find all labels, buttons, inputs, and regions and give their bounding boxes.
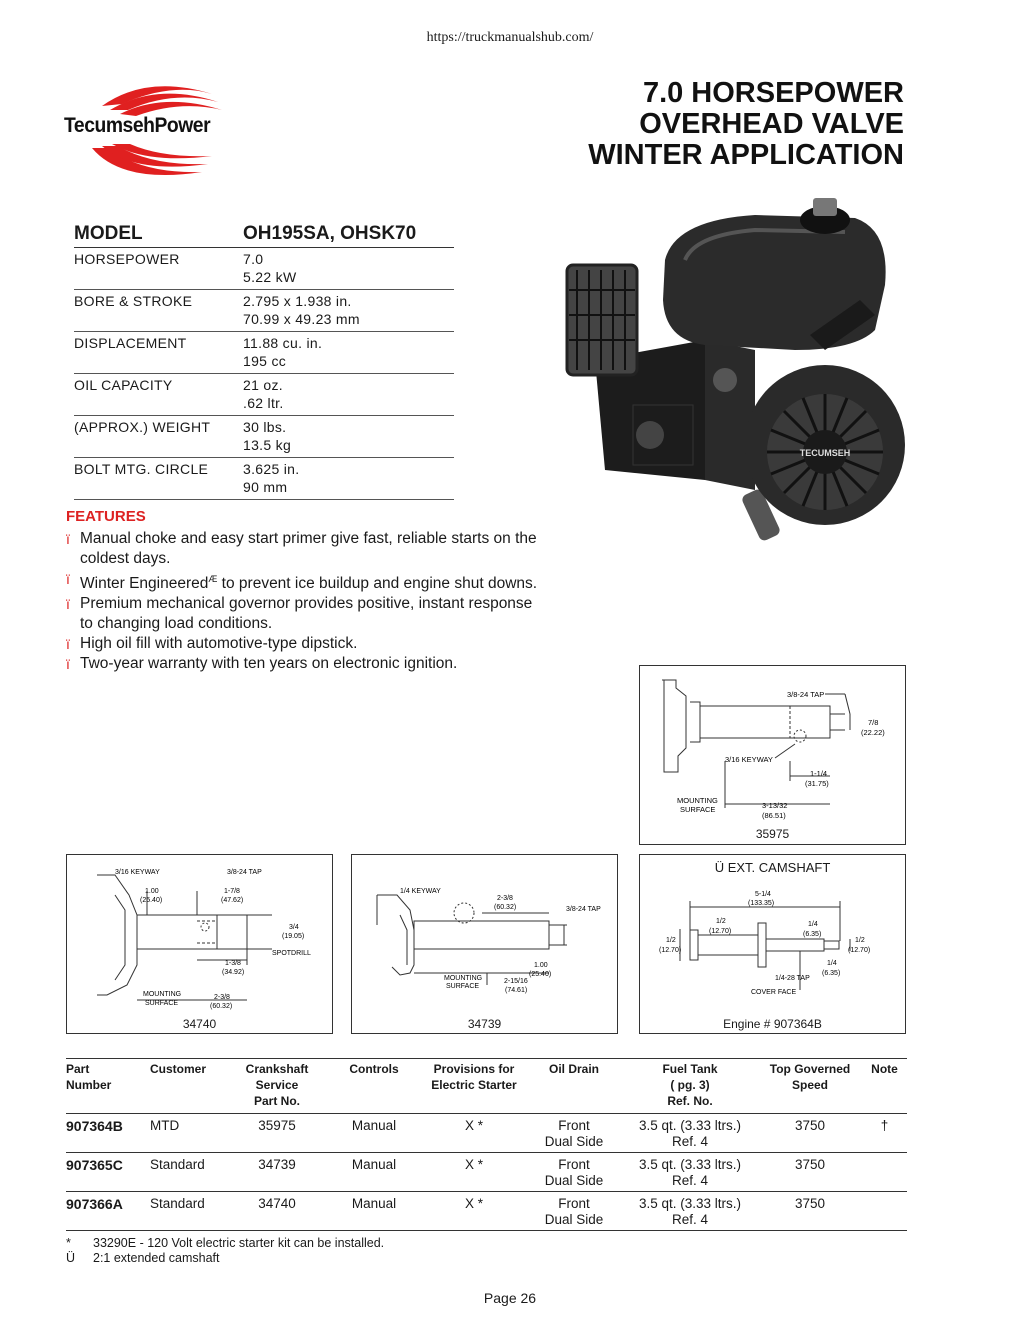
col-header: Top Governed [769,1062,851,1076]
spec-value-metric: 5.22 kW [243,269,297,285]
dim-label: (133.35) [748,900,775,907]
spec-label: OIL CAPACITY [74,377,173,393]
bullet-glyph: ï [66,531,70,547]
oil-drain-cell [526,1157,622,1189]
note-cell: † [880,1118,889,1133]
oil-drain-line: Dual Side [544,1173,604,1188]
dim-label: 1.00 [145,888,159,895]
source-url: https://truckmanualshub.com/ [426,30,594,45]
dim-label: 3/8-24 TAP [566,906,601,913]
spec-label: DISPLACEMENT [74,335,187,351]
part-number: 907364B [66,1118,123,1134]
spec-label: BORE & STROKE [74,293,193,309]
dim-label: SURFACE [446,983,480,990]
dim-label: 1.00 [534,962,548,969]
customer-cell: Standard [150,1196,205,1211]
engine-brand-text: TECUMSEH [799,448,851,458]
controls-cell: Manual [351,1196,397,1211]
spec-value-imperial: 7.0 [243,251,264,267]
dim-label: 1/2 [666,937,676,944]
diagram-title: Ü EXT. CAMSHAFT [714,860,831,875]
dim-label: 1-7/8 [224,888,240,895]
model-label: MODEL [74,223,143,244]
note-cell [862,1196,907,1228]
model-value: OH195SA, OHSK70 [243,223,417,244]
footnote [66,1236,384,1251]
tecumseh-logo [62,76,252,188]
spec-header [74,223,454,248]
footnote-text: 33290E - 120 Volt electric starter kit can be installed. [93,1236,385,1250]
feature-text: Two-year warranty with ten years on electronic ignition. [80,655,458,673]
dim-label: 5-1/4 [755,891,771,898]
feature-item [66,654,606,674]
engine-photo [555,190,915,545]
col-header: Crankshaft [245,1062,309,1076]
note-cell [862,1157,907,1189]
dim-label: 1/2 [855,937,865,944]
table-row [66,1153,907,1192]
feature-text-cont: to prevent ice buildup and engine shut downs. [217,575,538,593]
dim-label: 1/4 [808,921,818,928]
fuel-tank-line: 3.5 qt. (3.33 ltrs.) [638,1157,742,1172]
dim-label: (19.05) [282,933,305,940]
fuel-tank-line: 3.5 qt. (3.33 ltrs.) [638,1196,742,1211]
col-header: Customer [150,1062,207,1076]
dim-label: SURFACE [145,1000,179,1007]
engine-illustration [555,190,915,545]
diagram-caption: Engine # 907364B [723,1017,822,1031]
dim-label: 1-3/8 [225,960,241,967]
col-header: ( pg. 3) [670,1078,710,1092]
dim-label: (60.32) [494,904,517,911]
spec-value-metric: 70.99 x 49.23 mm [243,311,360,327]
spec-value-metric: 90 mm [243,479,288,495]
title-line-3: WINTER APPLICATION [588,139,904,171]
oil-drain-line: Front [558,1118,590,1133]
fuel-tank-cell [622,1196,758,1228]
col-header: Part No. [253,1094,300,1108]
feature-item [66,569,606,594]
dim-label: 1/4 KEYWAY [400,888,441,895]
dim-label: 3/16 KEYWAY [725,755,773,764]
col-header: Number [66,1078,112,1092]
spec-value-metric: .62 ltr. [243,395,284,411]
dim-label: 3-13/32 [762,801,788,810]
dim-label: 3/8-24 TAP [227,869,262,876]
logo-wordmark: TecumsehPower [64,114,211,137]
spec-values [243,418,291,454]
spec-values [243,250,296,286]
spec-label: HORSEPOWER [74,251,180,267]
dim-label: (47.62) [221,897,244,904]
diagram-caption: 34739 [467,1017,502,1031]
col-header: Speed [791,1078,828,1092]
dim-label: MOUNTING [444,975,483,982]
customer-cell: Standard [150,1157,205,1172]
table-row [66,1114,907,1153]
bullet-glyph: ï [66,596,70,613]
fuel-tank-line: Ref. 4 [671,1173,709,1188]
spec-value-imperial: 21 oz. [243,377,283,393]
spec-value-metric: 13.5 kg [243,437,292,453]
footnote-symbol: * [66,1236,71,1250]
parts-table-header [66,1058,907,1114]
bullet-glyph: ï [66,656,70,673]
spec-value-metric: 195 cc [243,353,287,369]
spec-row [74,290,454,332]
diagram-35975-drawing [640,666,905,826]
col-header: Controls [349,1062,399,1076]
controls-cell: Manual [351,1157,397,1172]
crankshaft-cell: 34740 [258,1196,296,1211]
spec-value-imperial: 30 lbs. [243,419,287,435]
feature-item [66,529,606,569]
oil-drain-line: Dual Side [544,1212,604,1227]
feature-text: Winter Engineered [80,575,209,593]
feature-text-cont: to changing load conditions. [80,615,273,633]
dim-label: 3/16 KEYWAY [115,869,160,876]
title-line-2: OVERHEAD VALVE [639,108,904,140]
col-header: Electric Starter [431,1078,517,1092]
oil-drain-line: Front [558,1157,590,1172]
features-title: FEATURES [66,508,146,525]
speed-cell: 3750 [794,1196,826,1211]
dim-label: 1/2 [716,918,726,925]
col-header: Service [255,1078,299,1092]
page-number: Page 26 [483,1290,537,1306]
table-row [66,1192,907,1231]
dim-label: (34.92) [222,969,245,976]
dim-label: (12.70) [848,947,871,954]
oil-drain-cell [526,1196,622,1228]
dim-label: SURFACE [680,805,716,814]
features-section [66,508,606,674]
footnote-symbol: Ü [66,1251,76,1265]
dim-label: 1/4-28 TAP [775,975,810,982]
dim-label: (22.22) [861,728,885,737]
fuel-tank-line: Ref. 4 [671,1134,709,1149]
footnote [66,1251,384,1266]
customer-cell: MTD [150,1118,180,1133]
camshaft-drawing [640,855,905,1015]
dim-label: (25.40) [140,897,163,904]
spec-value-imperial: 2.795 x 1.938 in. [243,293,352,309]
dim-label: (6.35) [822,970,841,977]
diagram-34740-drawing [67,855,332,1015]
diagram-34739-drawing [352,855,617,1015]
crankshaft-cell: 35975 [258,1118,296,1133]
spec-label: (APPROX.) WEIGHT [74,419,211,435]
feature-text-cont: coldest days. [80,550,171,567]
spec-values [243,460,299,496]
dim-label: 3/8-24 TAP [787,690,825,699]
col-header: Oil Drain [548,1062,599,1076]
dim-label: MOUNTING [143,991,182,998]
spec-values [243,376,284,412]
provisions-cell: X * [464,1118,483,1133]
provisions-cell: X * [464,1157,483,1172]
fuel-tank-cell [622,1157,758,1189]
spec-row [74,248,454,290]
dim-label: SPOTDRILL [272,950,311,957]
spec-value-imperial: 11.88 cu. in. [243,335,323,351]
dim-label: (60.32) [210,1003,233,1010]
dim-label: 2-15/16 [504,978,528,985]
spec-row [74,416,454,458]
spec-values [243,334,322,370]
dim-label: (86.51) [762,811,786,820]
dim-label: 1/4 [827,960,837,967]
footnotes [66,1236,384,1266]
title-line-1: 7.0 HORSEPOWER [642,77,904,109]
spec-row [74,374,454,416]
diagram-caption: 35975 [755,827,790,841]
dim-label: (25.40) [529,971,552,978]
col-header: Provisions for [433,1062,515,1076]
registered-mark: Æ [208,574,218,584]
crankshaft-diagram-34739 [351,854,618,1034]
feature-text: Premium mechanical governor provides positive, instant response [80,595,533,613]
col-header: Part [66,1062,90,1076]
dim-label: (12.70) [659,947,682,954]
spec-table [74,223,454,500]
speed-cell: 3750 [794,1118,826,1133]
dim-label: 2-3/8 [214,994,230,1001]
page-title [588,78,904,171]
oil-drain-cell [526,1118,622,1150]
provisions-cell: X * [464,1196,483,1211]
feature-text: High oil fill with automotive-type dipstick. [80,635,358,653]
dim-label: (12.70) [709,928,732,935]
dim-label: (74.61) [505,987,528,994]
diagram-caption: 34740 [182,1017,217,1031]
dim-label: (6.35) [803,931,822,938]
part-number: 907365C [66,1157,123,1173]
dim-label: 7/8 [868,718,879,727]
dim-label: MOUNTING [677,796,718,805]
feature-text: Manual choke and easy start primer give fast, reliable starts on the [80,530,537,547]
spec-row [74,458,454,500]
crankshaft-cell: 34739 [258,1157,296,1172]
bullet-glyph: ï [66,636,70,653]
feature-item [66,594,606,634]
feature-item [66,634,606,654]
oil-drain-line: Front [558,1196,590,1211]
crankshaft-diagram-35975 [639,665,906,845]
col-header: Note [871,1062,898,1076]
speed-cell: 3750 [794,1157,826,1172]
col-header: Fuel Tank [662,1062,718,1076]
oil-drain-line: Dual Side [544,1134,604,1149]
col-header: Ref. No. [667,1094,713,1108]
dim-label: 2-3/8 [497,895,513,902]
parts-table [66,1058,907,1231]
controls-cell: Manual [351,1118,397,1133]
spec-label: BOLT MTG. CIRCLE [74,461,209,477]
part-number: 907366A [66,1196,123,1212]
crankshaft-diagram-34740 [66,854,333,1034]
dim-label: 3/4 [289,924,299,931]
footnote-text: 2:1 extended camshaft [93,1251,220,1265]
dim-label: 1-1/4 [810,769,828,778]
camshaft-diagram [639,854,906,1034]
fuel-tank-line: Ref. 4 [671,1212,709,1227]
fuel-tank-line: 3.5 qt. (3.33 ltrs.) [638,1118,742,1133]
spec-value-imperial: 3.625 in. [243,461,300,477]
bullet-glyph: ï [66,571,70,587]
spec-row [74,332,454,374]
dim-label: COVER FACE [751,989,797,996]
dim-label: (31.75) [805,779,829,788]
spec-values [243,292,360,328]
fuel-tank-cell [622,1118,758,1150]
